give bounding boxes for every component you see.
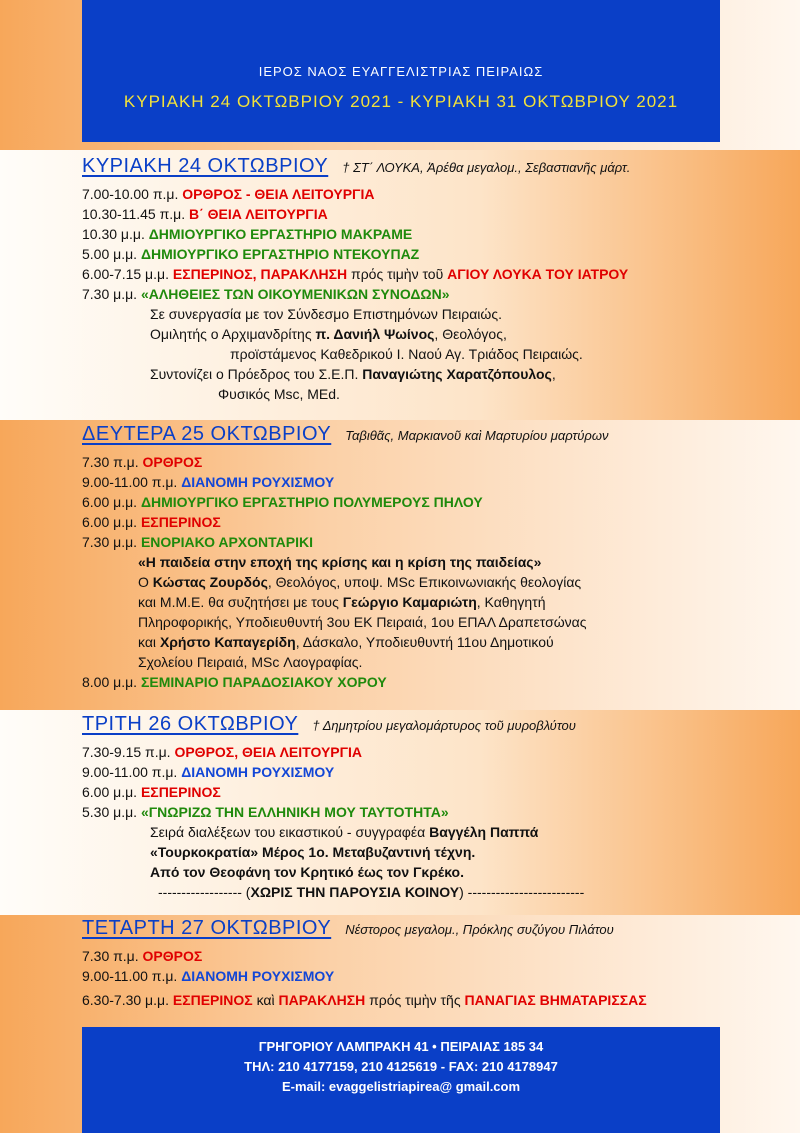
schedule-line: 6.00 μ.μ. ΔΗΜΙΟΥΡΓΙΚΟ ΕΡΓΑΣΤΗΡΙΟ ΠΟΛΥΜΕΡΟΥΣ ΠΗΛΟΥ <box>82 494 483 510</box>
day-title: ΤΕΤΑΡΤΗ 27 ΟΚΤΩΒΡΙΟΥ <box>82 917 332 939</box>
date-range: ΚΥΡΙΑΚΗ 24 ΟΚΤΩΒΡΙΟΥ 2021 - ΚΥΡΙΑΚΗ 31 ΟΚΤΩΒΡΙΟΥ 2021 <box>123 92 679 111</box>
footer-phones: ΤΗΛ: 210 4177159, 210 4125619 - FAX: 210 4178947 <box>244 1059 558 1074</box>
schedule-line: 9.00-11.00 π.μ. ΔΙΑΝΟΜΗ ΡΟΥΧΙΣΜΟΥ <box>82 968 335 984</box>
event-detail: Πληροφορικής, Υποδιευθυντή 3ου ΕΚ Πειραιά, 1ου ΕΠΑΛ Δραπετσώνας <box>138 614 587 630</box>
schedule-line: 9.00-11.00 π.μ. ΔΙΑΝΟΜΗ ΡΟΥΧΙΣΜΟΥ <box>82 474 335 490</box>
schedule-line: 6.00 μ.μ. ΕΣΠΕΡΙΝΟΣ <box>82 784 221 800</box>
event-detail: Συντονίζει ο Πρόεδρος του Σ.Ε.Π. Παναγιώτης Χαρατζόπουλος, <box>150 366 556 382</box>
schedule-line: 7.30 μ.μ. ΕΝΟΡΙΑΚΟ ΑΡΧΟΝΤΑΡΙΚΙ <box>82 534 313 550</box>
day-section-sunday <box>82 156 742 404</box>
schedule-line: 7.30 π.μ. ΟΡΘΡΟΣ <box>82 948 203 964</box>
footer-email[interactable]: E-mail: evaggelistriapirea@ gmail.com <box>281 1079 521 1094</box>
day-header <box>82 424 742 452</box>
saint-of-day: Ταβιθᾶς, Μαρκιανοῦ καὶ Μαρτυρίου μαρτύρων <box>345 428 609 443</box>
schedule-line: 9.00-11.00 π.μ. ΔΙΑΝΟΜΗ ΡΟΥΧΙΣΜΟΥ <box>82 764 335 780</box>
schedule-line: 5.00 μ.μ. ΔΗΜΙΟΥΡΓΙΚΟ ΕΡΓΑΣΤΗΡΙΟ ΝΤΕΚΟΥΠΑΖ <box>82 246 420 262</box>
day-header <box>82 156 742 184</box>
event-detail: Από τον Θεοφάνη τον Κρητικό έως τον Γκρέκο. <box>150 864 465 880</box>
event-detail: «Η παιδεία στην εποχή της κρίσης και η κρίση της παιδείας» <box>138 554 542 570</box>
event-detail: Σχολείου Πειραιά, MSc Λαογραφίας. <box>138 654 363 670</box>
schedule-line: 5.30 μ.μ. «ΓΝΩΡΙΖΩ ΤΗΝ ΕΛΛΗΝΙΚΗ ΜΟΥ ΤΑΥΤΟΤΗΤΑ» <box>82 804 449 820</box>
saint-of-day: † ΣΤ΄ ΛΟΥΚΑ, Ἀρέθα μεγαλομ., Σεβαστιανῆς μάρτ. <box>342 160 631 175</box>
day-header <box>82 714 742 742</box>
schedule-line: 10.30 μ.μ. ΔΗΜΙΟΥΡΓΙΚΟ ΕΡΓΑΣΤΗΡΙΟ ΜΑΚΡΑΜΕ <box>82 226 413 242</box>
schedule-line: 7.30-9.15 π.μ. ΟΡΘΡΟΣ, ΘΕΙΑ ΛΕΙΤΟΥΡΓΙΑ <box>82 744 363 760</box>
schedule-line: 7.00-10.00 π.μ. ΟΡΘΡΟΣ - ΘΕΙΑ ΛΕΙΤΟΥΡΓΙΑ <box>82 186 375 202</box>
schedule-line: 6.30-7.30 μ.μ. ΕΣΠΕΡΙΝΟΣ καὶ ΠΑΡΑΚΛΗΣΗ πρός τιμὴν τῆς ΠΑΝΑΓΙΑΣ ΒΗΜΑΤΑΡΙΣΣΑΣ <box>82 992 647 1008</box>
schedule-line: 7.30 π.μ. ΟΡΘΡΟΣ <box>82 454 203 470</box>
event-detail: Σε συνεργασία με τον Σύνδεσμο Επιστημόνων Πειραιώς. <box>150 306 502 322</box>
schedule-line: 8.00 μ.μ. ΣΕΜΙΝΑΡΙΟ ΠΑΡΑΔΟΣΙΑΚΟΥ ΧΟΡΟΥ <box>82 674 387 690</box>
day-section-wednesday <box>82 918 742 1010</box>
footer-panel <box>82 1027 720 1133</box>
event-detail: Ο Κώστας Ζουρδός, Θεολόγος, υποψ. MSc Επικοινωνιακής θεολογίας <box>138 574 582 590</box>
event-detail: «Τουρκοκρατία» Μέρος 1ο. Μεταβυζαντινή τέχνη. <box>150 844 476 860</box>
event-detail: προϊστάμενος Καθεδρικού Ι. Ναού Αγ. Τριάδος Πειραιώς. <box>230 346 583 362</box>
event-detail: Φυσικός Msc, MEd. <box>218 386 340 402</box>
no-public-notice: ------------------ (ΧΩΡΙΣ ΤΗΝ ΠΑΡΟΥΣΙΑ ΚΟΙΝΟΥ) ------------------------- <box>158 884 585 900</box>
schedule-line: 10.30-11.45 π.μ. Β΄ ΘΕΙΑ ΛΕΙΤΟΥΡΓΙΑ <box>82 206 328 222</box>
saint-of-day: † Δημητρίου μεγαλομάρτυρος τοῦ μυροβλύτου <box>312 718 576 733</box>
event-detail: Ομιλητής ο Αρχιμανδρίτης π. Δανιήλ Ψωίνος, Θεολόγος, <box>150 326 507 342</box>
day-title: ΚΥΡΙΑΚΗ 24 ΟΚΤΩΒΡΙΟΥ <box>82 155 329 177</box>
footer-address: ΓΡΗΓΟΡΙΟΥ ΛΑΜΠΡΑΚΗ 41 • ΠΕΙΡΑΙΑΣ 185 34 <box>258 1039 544 1054</box>
event-detail: και Χρήστο Καπαγερίδη, Δάσκαλο, Υποδιευθυντή 11ου Δημοτικού <box>138 634 554 650</box>
day-title: ΤΡΙΤΗ 26 ΟΚΤΩΒΡΙΟΥ <box>82 713 299 735</box>
church-name: ΙΕΡΟΣ ΝΑΟΣ ΕΥΑΓΓΕΛΙΣΤΡΙΑΣ ΠΕΙΡΑΙΩΣ <box>258 64 544 79</box>
day-header <box>82 918 742 946</box>
day-section-monday <box>82 424 742 692</box>
day-section-tuesday <box>82 714 742 902</box>
saint-of-day: Νέστορος μεγαλομ., Πρόκλης συζύγου Πιλάτου <box>345 922 614 937</box>
schedule-line: 7.30 μ.μ. «ΑΛΗΘΕΙΕΣ ΤΩΝ ΟΙΚΟΥΜΕΝΙΚΩΝ ΣΥΝΟΔΩΝ» <box>82 286 450 302</box>
event-detail: Σειρά διαλέξεων του εικαστικού - συγγραφέα Βαγγέλη Παππά <box>150 824 539 840</box>
day-title: ΔΕΥΤΕΡΑ 25 ΟΚΤΩΒΡΙΟΥ <box>82 423 332 445</box>
schedule-line: 6.00-7.15 μ.μ. ΕΣΠΕΡΙΝΟΣ, ΠΑΡΑΚΛΗΣΗ πρός τιμὴν τοῦ ΑΓΙΟΥ ΛΟΥΚΑ ΤΟΥ ΙΑΤΡΟΥ <box>82 266 629 282</box>
event-detail: και Μ.Μ.Ε. θα συζητήσει με τους Γεώργιο Καμαριώτη, Καθηγητή <box>138 594 546 610</box>
schedule-line: 6.00 μ.μ. ΕΣΠΕΡΙΝΟΣ <box>82 514 221 530</box>
header-panel <box>82 0 720 142</box>
